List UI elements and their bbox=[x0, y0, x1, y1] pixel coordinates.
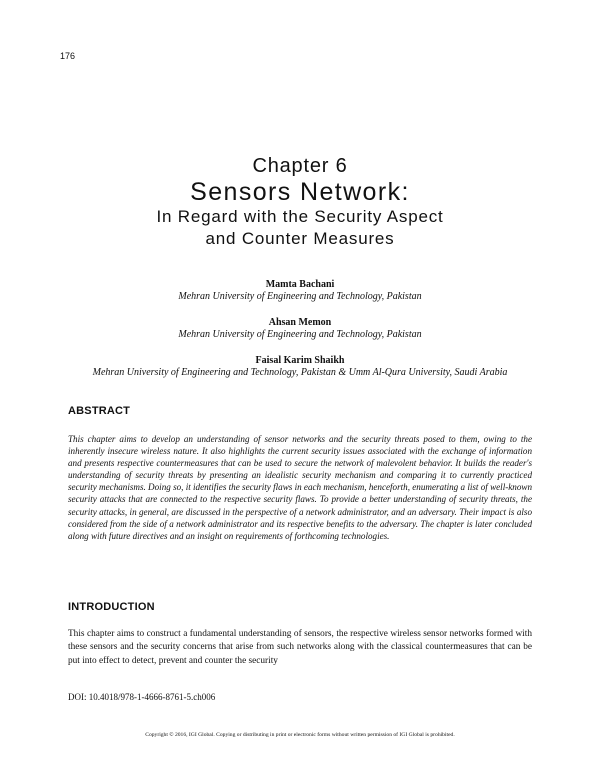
copyright-notice: Copyright © 2016, IGI Global. Copying or distributing in print or electronic forms without written permission of IGI Global is prohibited. bbox=[145, 732, 455, 738]
author-affiliation: Mehran University of Engineering and Technology, Pakistan & Umm Al-Qura University, Saudi Arabia bbox=[92, 367, 508, 378]
author-affiliation: Mehran University of Engineering and Technology, Pakistan bbox=[178, 329, 422, 340]
author-name: Faisal Karim Shaikh bbox=[255, 355, 345, 366]
abstract-body: This chapter aims to develop an understanding of sensor networks and the security threats posed to them, owing to the inherently insecure wireless nature. It also highlights the current security issues associated with the exchange of information and presents respective countermeasures that can be used to secure the network of malevolent behavior. It builds the reader's understanding of security threats by presenting an idealistic security mechanism and comparing it to currently practiced security mechanisms. Doing so, it identifies the security flaws in each mechanism, henceforth, enumerating a list of well-known security attacks that are connected to the respective security flaws. To provide a better understanding of security threats, the security attacks, in general, are discussed in the perspective of a network administrator, and an adversary. Their impact is also considered from the side of a network administrator and its respective benefits to the adversary. The chapter is later concluded along with future directives and an insight on requirements of forthcoming technologies. bbox=[68, 434, 532, 541]
introduction-heading: INTRODUCTION bbox=[68, 601, 155, 613]
author-entry bbox=[60, 278, 540, 303]
chapter-title: Sensors Network: bbox=[190, 178, 410, 206]
chapter-subtitle-line-2: and Counter Measures bbox=[205, 229, 395, 248]
chapter-subtitle-line-1: In Regard with the Security Aspect bbox=[156, 207, 444, 226]
doi-line: DOI: 10.4018/978-1-4666-8761-5.ch006 bbox=[68, 692, 216, 702]
author-name: Ahsan Memon bbox=[268, 317, 332, 328]
introduction-body: This chapter aims to construct a fundamental understanding of sensors, the respective wireless sensor networks formed with these sensors and the security concerns that arise from such networks along with the classical countermeasures that can be put into effect to detect, prevent and counter the security bbox=[68, 629, 532, 666]
page-number: 176 bbox=[60, 51, 76, 61]
chapter-label: Chapter 6 bbox=[252, 155, 348, 177]
abstract-heading: ABSTRACT bbox=[68, 405, 131, 417]
author-affiliation: Mehran University of Engineering and Technology, Pakistan bbox=[178, 291, 422, 302]
chapter-subtitle bbox=[0, 206, 600, 250]
author-entry bbox=[60, 354, 540, 379]
author-list bbox=[60, 278, 540, 392]
author-name: Mamta Bachani bbox=[265, 279, 335, 290]
author-entry bbox=[60, 316, 540, 341]
